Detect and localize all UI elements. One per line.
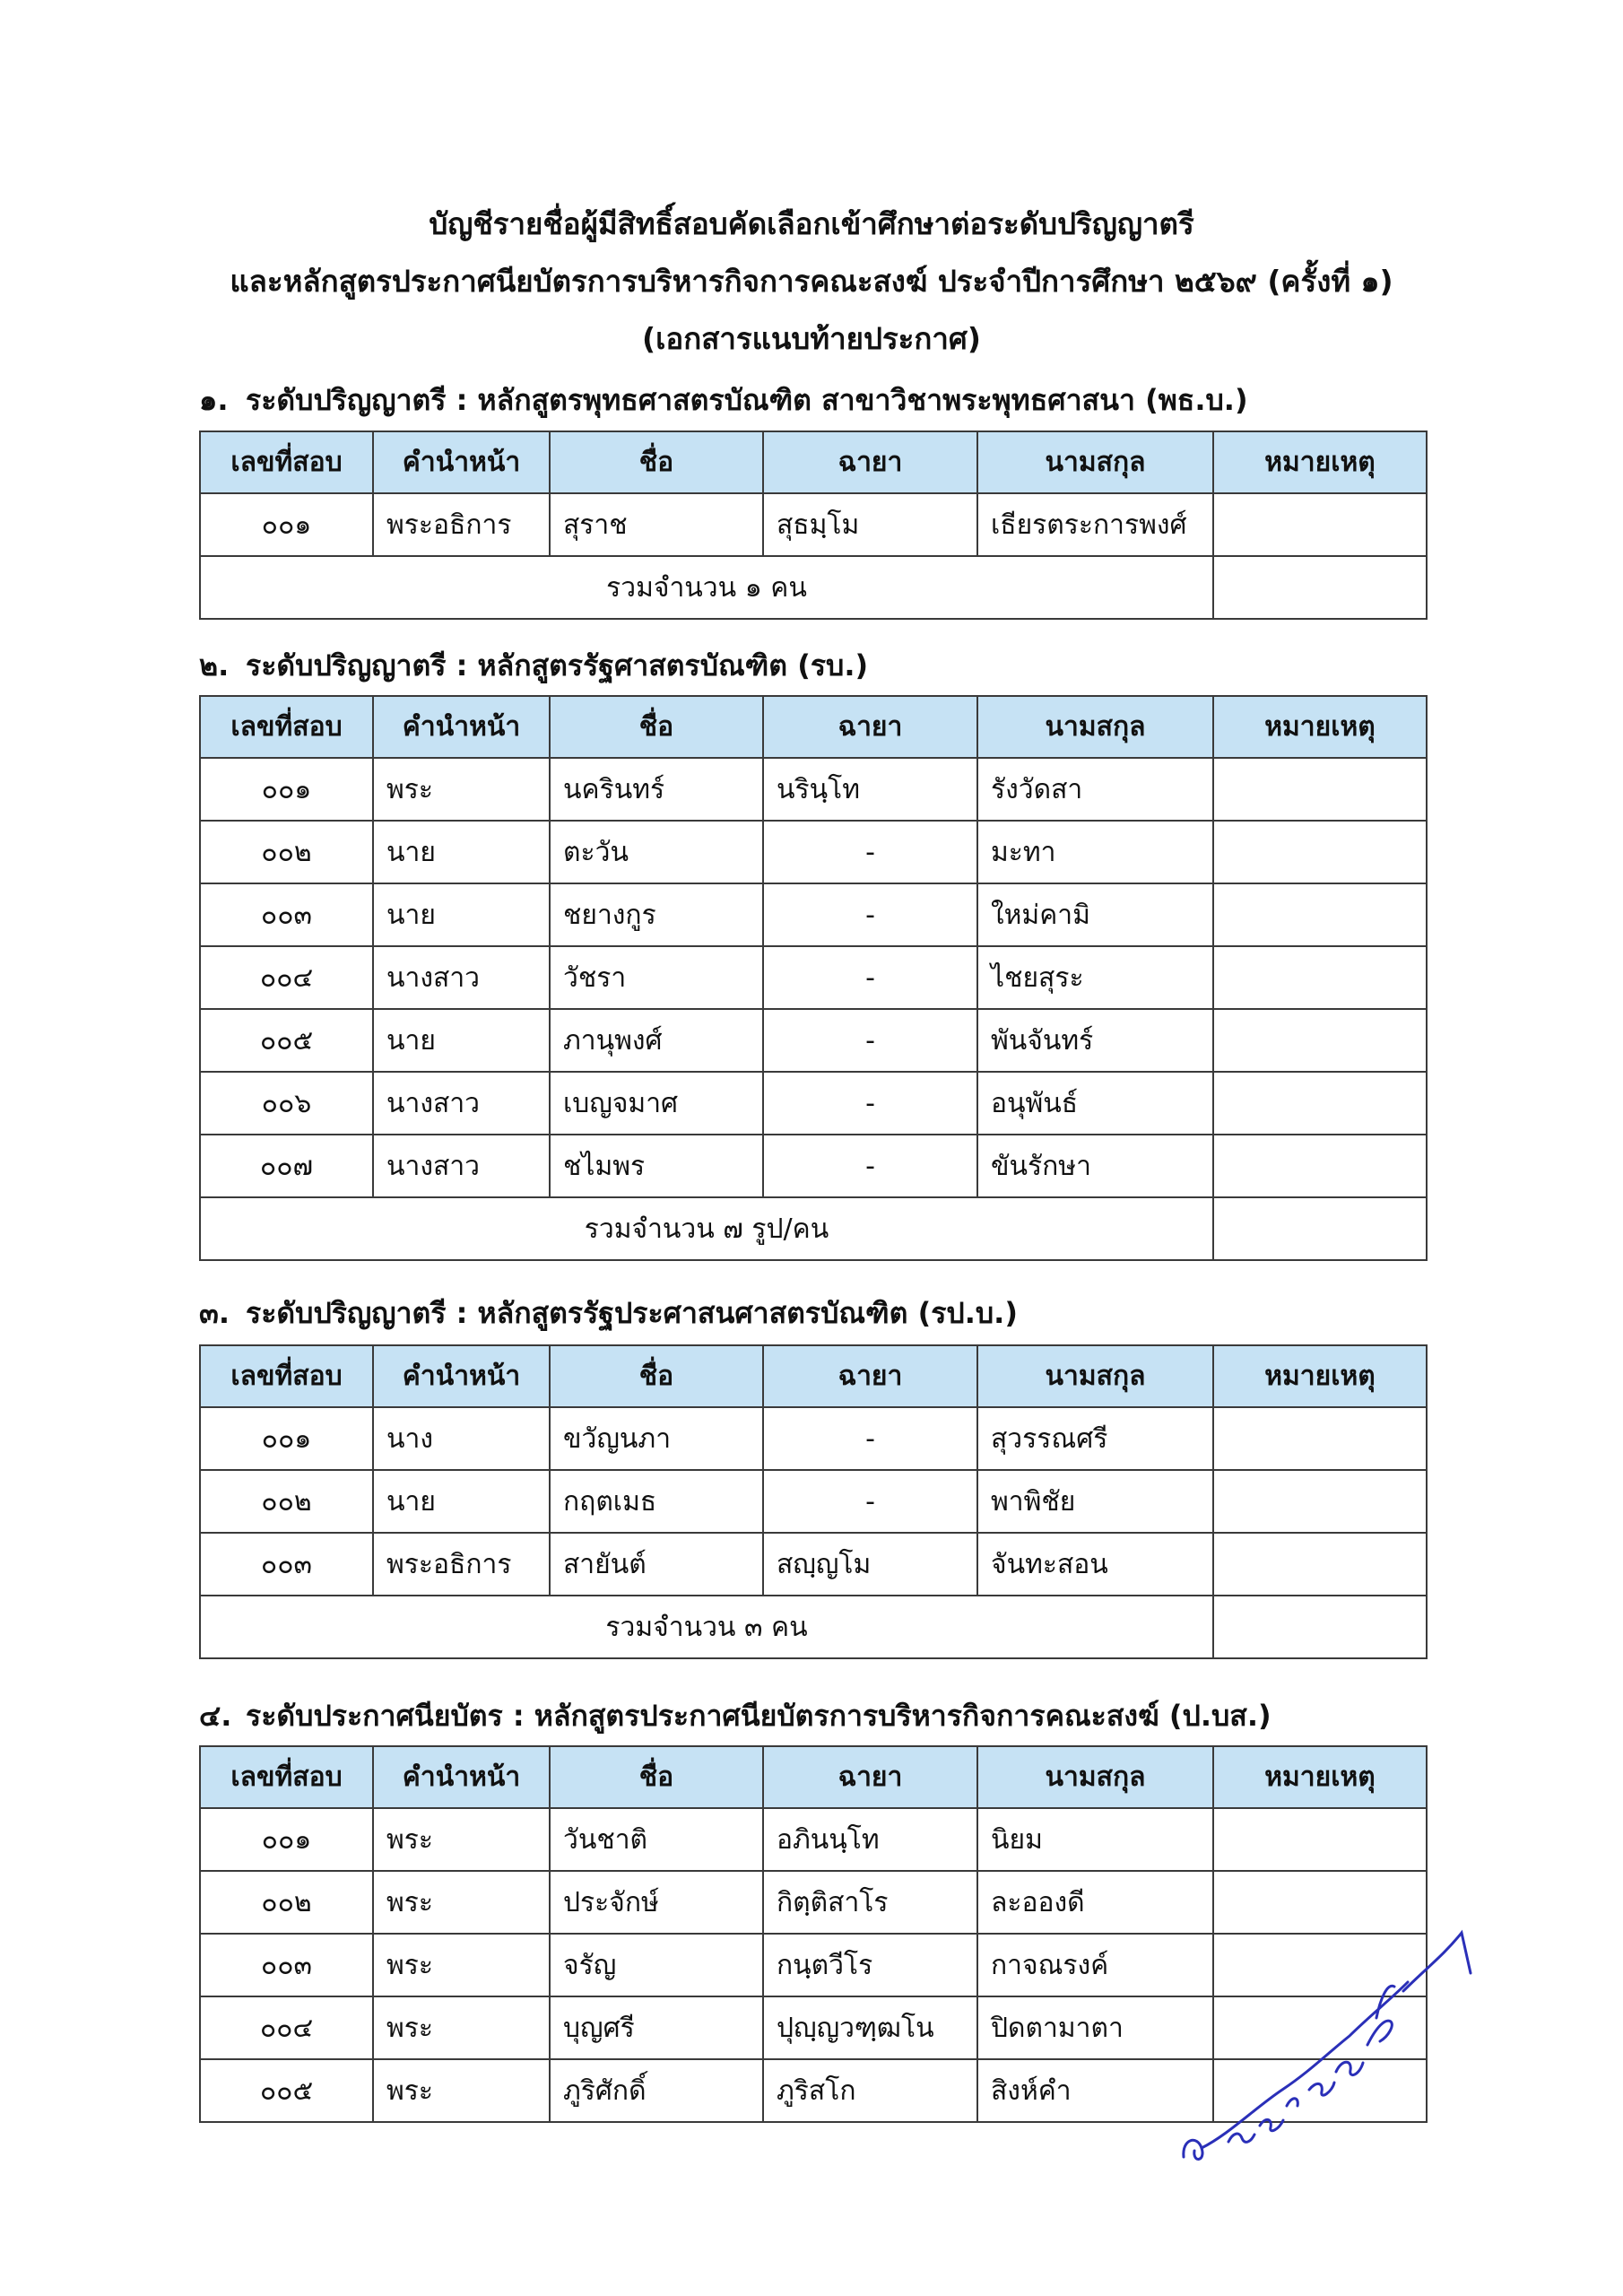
column-header-surname: นามสกุล	[977, 1746, 1213, 1808]
cell-surname: สิงห์คำ	[977, 2059, 1213, 2122]
cell-surname: นิยม	[977, 1808, 1213, 1871]
column-header-prefix: คำนำหน้า	[373, 431, 550, 493]
cell-monastic-name: -	[763, 946, 977, 1009]
cell-exam-number: ๐๐๒	[200, 821, 373, 883]
table-row	[200, 1470, 1427, 1533]
cell-surname: ละอองดี	[977, 1871, 1213, 1934]
column-header-surname: นามสกุล	[977, 696, 1213, 758]
table-row	[200, 1135, 1427, 1197]
cell-remarks	[1213, 1470, 1427, 1533]
column-header-exam-number: เลขที่สอบ	[200, 431, 373, 493]
column-header-prefix: คำนำหน้า	[373, 1746, 550, 1808]
table-row	[200, 758, 1427, 821]
cell-first-name: นครินทร์	[550, 758, 763, 821]
section-title: ระดับปริญญาตรี : หลักสูตรรัฐประศาสนศาสตรบัณฑิต (รป.บ.)	[246, 1296, 1018, 1330]
cell-prefix: นางสาว	[373, 1135, 550, 1197]
cell-remarks	[1213, 946, 1427, 1009]
candidate-table	[199, 695, 1428, 1261]
column-header-monastic-name: ฉายา	[763, 1746, 977, 1808]
cell-remarks	[1213, 493, 1427, 556]
cell-monastic-name: -	[763, 1009, 977, 1072]
cell-exam-number: ๐๐๑	[200, 758, 373, 821]
cell-surname: ใหม่คามิ	[977, 883, 1213, 946]
cell-first-name: วันชาติ	[550, 1808, 763, 1871]
cell-monastic-name: กิตฺติสาโร	[763, 1871, 977, 1934]
table-row	[200, 1407, 1427, 1470]
column-header-first-name: ชื่อ	[550, 431, 763, 493]
cell-first-name: จรัญ	[550, 1934, 763, 1996]
total-row	[200, 1596, 1427, 1658]
cell-prefix: นาง	[373, 1407, 550, 1470]
cell-remarks	[1213, 1871, 1427, 1934]
cell-prefix: นาย	[373, 883, 550, 946]
cell-prefix: พระอธิการ	[373, 493, 550, 556]
cell-surname: พาพิชัย	[977, 1470, 1213, 1533]
cell-first-name: เบญจมาศ	[550, 1072, 763, 1135]
section-heading	[199, 1293, 1018, 1333]
column-header-first-name: ชื่อ	[550, 696, 763, 758]
column-header-prefix: คำนำหน้า	[373, 696, 550, 758]
cell-remarks	[1213, 1808, 1427, 1871]
signature	[1175, 1928, 1480, 2170]
cell-prefix: พระอธิการ	[373, 1533, 550, 1596]
column-header-surname: นามสกุล	[977, 431, 1213, 493]
cell-first-name: ตะวัน	[550, 821, 763, 883]
cell-exam-number: ๐๐๕	[200, 2059, 373, 2122]
cell-prefix: นางสาว	[373, 1072, 550, 1135]
cell-prefix: นาย	[373, 821, 550, 883]
cell-monastic-name: -	[763, 1470, 977, 1533]
cell-remarks	[1213, 1407, 1427, 1470]
cell-remarks	[1213, 821, 1427, 883]
cell-first-name: ชไมพร	[550, 1135, 763, 1197]
cell-prefix: พระ	[373, 758, 550, 821]
table-header-row	[200, 1345, 1427, 1407]
cell-monastic-name: -	[763, 821, 977, 883]
cell-prefix: นาย	[373, 1009, 550, 1072]
cell-prefix: นางสาว	[373, 946, 550, 1009]
candidate-table	[199, 430, 1428, 620]
cell-first-name: สุราช	[550, 493, 763, 556]
section-title: ระดับประกาศนียบัตร : หลักสูตรประกาศนียบัตรการบริหารกิจการคณะสงฆ์ (ป.บส.)	[246, 1699, 1271, 1733]
cell-exam-number: ๐๐๗	[200, 1135, 373, 1197]
total-row	[200, 1197, 1427, 1260]
candidate-table	[199, 1344, 1428, 1659]
cell-monastic-name: กนฺตวีโร	[763, 1934, 977, 1996]
cell-surname: พันจันทร์	[977, 1009, 1213, 1072]
cell-first-name: สายันต์	[550, 1533, 763, 1596]
cell-exam-number: ๐๐๔	[200, 1996, 373, 2059]
table-row	[200, 883, 1427, 946]
section-number: ๒.	[199, 648, 230, 683]
cell-monastic-name: สุธมฺโม	[763, 493, 977, 556]
cell-surname: รังวัดสา	[977, 758, 1213, 821]
cell-monastic-name: ปุญฺญวฑฺฒโน	[763, 1996, 977, 2059]
cell-surname: มะทา	[977, 821, 1213, 883]
section-heading	[199, 646, 868, 685]
cell-remarks	[1213, 1009, 1427, 1072]
column-header-exam-number: เลขที่สอบ	[200, 696, 373, 758]
cell-exam-number: ๐๐๕	[200, 1009, 373, 1072]
section-heading	[199, 380, 1248, 420]
table-header-row	[200, 431, 1427, 493]
column-header-first-name: ชื่อ	[550, 1345, 763, 1407]
cell-surname: ไชยสุระ	[977, 946, 1213, 1009]
cell-monastic-name: อภินนฺโท	[763, 1808, 977, 1871]
cell-surname: กาจณรงค์	[977, 1934, 1213, 1996]
cell-first-name: ภูริศักดิ์	[550, 2059, 763, 2122]
document-title-line-1: บัญชีรายชื่อผู้มีสิทธิ์สอบคัดเลือกเข้าศึกษาต่อระดับปริญญาตรี	[429, 206, 1194, 241]
cell-prefix: พระ	[373, 1996, 550, 2059]
table-row	[200, 1009, 1427, 1072]
cell-exam-number: ๐๐๓	[200, 1934, 373, 1996]
column-header-prefix: คำนำหน้า	[373, 1345, 550, 1407]
document-title-line-2: และหลักสูตรประกาศนียบัตรการบริหารกิจการคณะสงฆ์ ประจำปีการศึกษา ๒๕๖๙ (ครั้งที่ ๑)	[230, 264, 1393, 299]
cell-monastic-name: -	[763, 1135, 977, 1197]
cell-monastic-name: -	[763, 1407, 977, 1470]
cell-first-name: ประจักษ์	[550, 1871, 763, 1934]
column-header-first-name: ชื่อ	[550, 1746, 763, 1808]
cell-surname: ขันรักษา	[977, 1135, 1213, 1197]
cell-exam-number: ๐๐๑	[200, 1808, 373, 1871]
section-heading	[199, 1696, 1271, 1735]
section-number: ๑.	[199, 383, 229, 417]
total-remarks	[1213, 1596, 1427, 1658]
cell-first-name: ภานุพงศ์	[550, 1009, 763, 1072]
section-title: ระดับปริญญาตรี : หลักสูตรพุทธศาสตรบัณฑิต สาขาวิชาพระพุทธศาสนา (พธ.บ.)	[246, 383, 1248, 417]
cell-first-name: ชยางกูร	[550, 883, 763, 946]
column-header-remarks: หมายเหตุ	[1213, 1746, 1427, 1808]
cell-first-name: กฤตเมธ	[550, 1470, 763, 1533]
table-row	[200, 493, 1427, 556]
cell-prefix: พระ	[373, 1871, 550, 1934]
document-subtitle: (เอกสารแนบท้ายประกาศ)	[642, 321, 981, 356]
cell-first-name: วัชรา	[550, 946, 763, 1009]
column-header-exam-number: เลขที่สอบ	[200, 1345, 373, 1407]
table-row	[200, 1808, 1427, 1871]
cell-first-name: ขวัญนภา	[550, 1407, 763, 1470]
column-header-monastic-name: ฉายา	[763, 1345, 977, 1407]
cell-monastic-name: -	[763, 1072, 977, 1135]
total-count: รวมจำนวน ๓ คน	[200, 1596, 1213, 1658]
table-row	[200, 1871, 1427, 1934]
cell-first-name: บุญศรี	[550, 1996, 763, 2059]
cell-exam-number: ๐๐๒	[200, 1470, 373, 1533]
column-header-exam-number: เลขที่สอบ	[200, 1746, 373, 1808]
column-header-monastic-name: ฉายา	[763, 431, 977, 493]
cell-surname: ปิดตามาตา	[977, 1996, 1213, 2059]
table-row	[200, 1533, 1427, 1596]
cell-remarks	[1213, 1072, 1427, 1135]
cell-exam-number: ๐๐๑	[200, 1407, 373, 1470]
cell-monastic-name: สญฺญโม	[763, 1533, 977, 1596]
cell-surname: สุวรรณศรี	[977, 1407, 1213, 1470]
cell-exam-number: ๐๐๒	[200, 1871, 373, 1934]
cell-remarks	[1213, 758, 1427, 821]
section-title: ระดับปริญญาตรี : หลักสูตรรัฐศาสตรบัณฑิต (รบ.)	[246, 648, 869, 683]
section-number: ๔.	[199, 1699, 232, 1733]
column-header-surname: นามสกุล	[977, 1345, 1213, 1407]
cell-exam-number: ๐๐๓	[200, 883, 373, 946]
total-count: รวมจำนวน ๑ คน	[200, 556, 1213, 619]
column-header-remarks: หมายเหตุ	[1213, 1345, 1427, 1407]
cell-monastic-name: นรินฺโท	[763, 758, 977, 821]
cell-remarks	[1213, 1533, 1427, 1596]
cell-prefix: พระ	[373, 2059, 550, 2122]
total-remarks	[1213, 1197, 1427, 1260]
cell-surname: จันทะสอน	[977, 1533, 1213, 1596]
cell-prefix: พระ	[373, 1934, 550, 1996]
total-remarks	[1213, 556, 1427, 619]
table-row	[200, 821, 1427, 883]
cell-surname: อนุพันธ์	[977, 1072, 1213, 1135]
cell-remarks	[1213, 1135, 1427, 1197]
total-count: รวมจำนวน ๗ รูป/คน	[200, 1197, 1213, 1260]
cell-surname: เธียรตระการพงศ์	[977, 493, 1213, 556]
table-header-row	[200, 696, 1427, 758]
column-header-remarks: หมายเหตุ	[1213, 431, 1427, 493]
table-header-row	[200, 1746, 1427, 1808]
total-row	[200, 556, 1427, 619]
table-row	[200, 1072, 1427, 1135]
cell-monastic-name: -	[763, 883, 977, 946]
column-header-remarks: หมายเหตุ	[1213, 696, 1427, 758]
cell-exam-number: ๐๐๔	[200, 946, 373, 1009]
cell-exam-number: ๐๐๖	[200, 1072, 373, 1135]
cell-prefix: นาย	[373, 1470, 550, 1533]
table-row	[200, 946, 1427, 1009]
cell-exam-number: ๐๐๓	[200, 1533, 373, 1596]
cell-monastic-name: ภูริสโก	[763, 2059, 977, 2122]
cell-remarks	[1213, 883, 1427, 946]
column-header-monastic-name: ฉายา	[763, 696, 977, 758]
cell-exam-number: ๐๐๑	[200, 493, 373, 556]
section-number: ๓.	[199, 1296, 230, 1330]
cell-prefix: พระ	[373, 1808, 550, 1871]
